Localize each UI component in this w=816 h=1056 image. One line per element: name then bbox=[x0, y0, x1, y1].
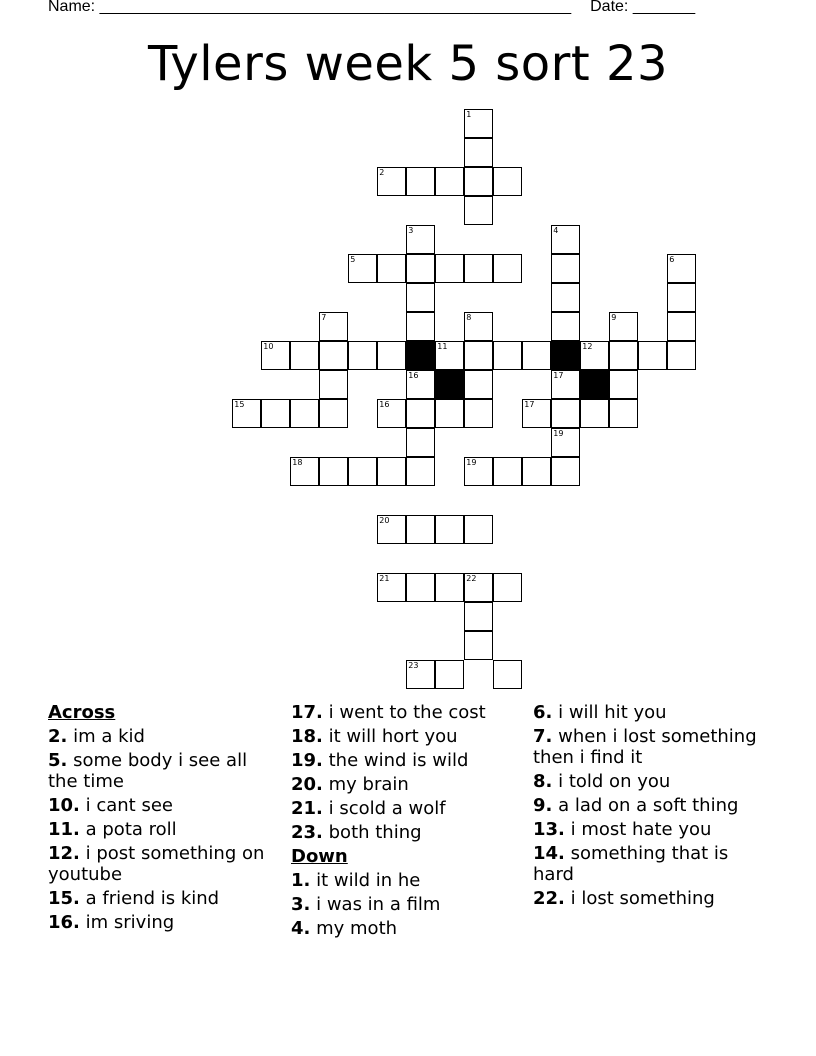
across-heading: Across bbox=[48, 702, 116, 723]
cell-number: 17 bbox=[524, 400, 535, 410]
cell-number: 8 bbox=[466, 313, 472, 323]
grid-cell[interactable] bbox=[551, 399, 580, 428]
grid-cell[interactable] bbox=[290, 341, 319, 370]
cell-number: 22 bbox=[466, 574, 477, 584]
clue-across-21: 21. i scold a wolf bbox=[291, 798, 446, 819]
cell-number: 10 bbox=[263, 342, 274, 352]
cell-number: 7 bbox=[321, 313, 327, 323]
cell-number: 21 bbox=[379, 574, 390, 584]
grid-cell[interactable] bbox=[493, 457, 522, 486]
grid-cell[interactable] bbox=[551, 370, 580, 399]
grid-cell[interactable] bbox=[435, 254, 464, 283]
grid-cell[interactable] bbox=[464, 515, 493, 544]
clue-down-1: 1. it wild in he bbox=[291, 870, 421, 891]
clue-down-4: 4. my moth bbox=[291, 918, 398, 939]
clue-across-12: 12. i post something on youtube bbox=[48, 843, 265, 885]
clue-down-7: 7. when i lost something then i find it bbox=[533, 726, 757, 768]
black-cell bbox=[580, 370, 609, 399]
black-cell bbox=[406, 341, 435, 370]
grid-cell[interactable] bbox=[377, 254, 406, 283]
grid-cell[interactable] bbox=[464, 196, 493, 225]
grid-cell[interactable] bbox=[377, 341, 406, 370]
clue-across-18: 18. it will hort you bbox=[291, 726, 458, 747]
black-cell bbox=[435, 370, 464, 399]
grid-cell[interactable] bbox=[319, 341, 348, 370]
grid-cell[interactable] bbox=[551, 283, 580, 312]
grid-cell[interactable] bbox=[348, 341, 377, 370]
name-date-header bbox=[48, 0, 748, 17]
grid-cell[interactable] bbox=[609, 312, 638, 341]
grid-cell[interactable] bbox=[551, 225, 580, 254]
clues-column-2 bbox=[291, 702, 521, 942]
clue-across-2: 2. im a kid bbox=[48, 726, 145, 747]
grid-cell[interactable] bbox=[377, 399, 406, 428]
cell-number: 19 bbox=[553, 429, 564, 439]
cell-number: 3 bbox=[408, 226, 414, 236]
grid-cell[interactable] bbox=[377, 573, 406, 602]
grid-cell[interactable] bbox=[464, 457, 493, 486]
clue-across-16: 16. im sriving bbox=[48, 912, 175, 933]
grid-cell[interactable] bbox=[435, 167, 464, 196]
grid-cell[interactable] bbox=[551, 312, 580, 341]
cell-number: 1 bbox=[466, 110, 472, 120]
grid-cell[interactable] bbox=[522, 341, 551, 370]
grid-cell[interactable] bbox=[406, 515, 435, 544]
grid-cell[interactable] bbox=[667, 254, 696, 283]
date-line[interactable]: _______ bbox=[632, 0, 696, 15]
clue-down-14: 14. something that is hard bbox=[533, 843, 729, 885]
clue-across-19: 19. the wind is wild bbox=[291, 750, 469, 771]
grid-cell[interactable] bbox=[232, 399, 261, 428]
cell-number: 15 bbox=[234, 400, 245, 410]
clue-across-5: 5. some body i see all the time bbox=[48, 750, 248, 792]
clue-down-13: 13. i most hate you bbox=[533, 819, 712, 840]
grid-cell[interactable] bbox=[377, 515, 406, 544]
name-line[interactable]: _____________________________________________________ bbox=[99, 0, 572, 15]
grid-cell[interactable] bbox=[290, 399, 319, 428]
grid-cell[interactable] bbox=[435, 399, 464, 428]
date-label: Date: bbox=[590, 0, 629, 15]
grid-cell[interactable] bbox=[377, 167, 406, 196]
cell-number: 23 bbox=[408, 661, 419, 671]
grid-cell[interactable] bbox=[406, 399, 435, 428]
grid-cell[interactable] bbox=[261, 399, 290, 428]
grid-cell[interactable] bbox=[609, 399, 638, 428]
grid-cell[interactable] bbox=[580, 399, 609, 428]
grid-cell[interactable] bbox=[261, 341, 290, 370]
clue-down-9: 9. a lad on a soft thing bbox=[533, 795, 739, 816]
clue-across-23: 23. both thing bbox=[291, 822, 422, 843]
grid-cell[interactable] bbox=[609, 370, 638, 399]
grid-cell[interactable] bbox=[580, 341, 609, 370]
cell-number: 17 bbox=[553, 371, 564, 381]
cell-number: 18 bbox=[292, 458, 303, 468]
page-title: Tylers week 5 sort 23 bbox=[147, 36, 669, 92]
grid-cell[interactable] bbox=[464, 109, 493, 138]
grid-cell[interactable] bbox=[667, 283, 696, 312]
grid-cell[interactable] bbox=[464, 370, 493, 399]
grid-cell[interactable] bbox=[406, 457, 435, 486]
clue-down-22: 22. i lost something bbox=[533, 888, 715, 909]
grid-cell[interactable] bbox=[464, 167, 493, 196]
grid-cell[interactable] bbox=[290, 457, 319, 486]
grid-cell[interactable] bbox=[493, 660, 522, 689]
grid-cell[interactable] bbox=[406, 573, 435, 602]
grid-cell[interactable] bbox=[551, 254, 580, 283]
clue-across-11: 11. a pota roll bbox=[48, 819, 177, 840]
grid-cell[interactable] bbox=[493, 573, 522, 602]
grid-cell[interactable] bbox=[464, 602, 493, 631]
cell-number: 5 bbox=[350, 255, 356, 265]
grid-cell[interactable] bbox=[464, 254, 493, 283]
grid-cell[interactable] bbox=[464, 631, 493, 660]
grid-cell[interactable] bbox=[667, 312, 696, 341]
grid-cell[interactable] bbox=[406, 283, 435, 312]
grid-cell[interactable] bbox=[638, 341, 667, 370]
grid-cell[interactable] bbox=[551, 428, 580, 457]
clue-down-3: 3. i was in a film bbox=[291, 894, 441, 915]
cell-number: 12 bbox=[582, 342, 593, 352]
grid-cell[interactable] bbox=[319, 457, 348, 486]
cell-number: 2 bbox=[379, 168, 385, 178]
grid-cell[interactable] bbox=[319, 312, 348, 341]
grid-cell[interactable] bbox=[493, 341, 522, 370]
cell-number: 16 bbox=[408, 371, 419, 381]
cell-number: 6 bbox=[669, 255, 675, 265]
grid-cell[interactable] bbox=[435, 660, 464, 689]
clue-across-15: 15. a friend is kind bbox=[48, 888, 220, 909]
grid-cell[interactable] bbox=[435, 515, 464, 544]
grid-cell[interactable] bbox=[464, 312, 493, 341]
down-heading: Down bbox=[291, 846, 348, 867]
cell-number: 19 bbox=[466, 458, 477, 468]
grid-cell[interactable] bbox=[319, 370, 348, 399]
grid-cell[interactable] bbox=[551, 457, 580, 486]
cell-number: 20 bbox=[379, 516, 390, 526]
clue-across-20: 20. my brain bbox=[291, 774, 409, 795]
clues-column-3 bbox=[533, 702, 773, 912]
grid-cell[interactable] bbox=[348, 457, 377, 486]
grid-cell[interactable] bbox=[609, 341, 638, 370]
clue-across-17: 17. i went to the cost bbox=[291, 702, 486, 723]
clue-across-10: 10. i cant see bbox=[48, 795, 173, 816]
grid-cell[interactable] bbox=[406, 167, 435, 196]
grid-cell[interactable] bbox=[435, 573, 464, 602]
grid-cell[interactable] bbox=[464, 399, 493, 428]
black-cell bbox=[551, 341, 580, 370]
clue-down-8: 8. i told on you bbox=[533, 771, 671, 792]
grid-cell[interactable] bbox=[464, 341, 493, 370]
grid-cell[interactable] bbox=[406, 428, 435, 457]
cell-number: 16 bbox=[379, 400, 390, 410]
grid-cell[interactable] bbox=[406, 370, 435, 399]
grid-cell[interactable] bbox=[377, 457, 406, 486]
grid-cell[interactable] bbox=[522, 457, 551, 486]
clue-down-6: 6. i will hit you bbox=[533, 702, 667, 723]
cell-number: 11 bbox=[437, 342, 448, 352]
grid-cell[interactable] bbox=[348, 254, 377, 283]
grid-cell[interactable] bbox=[667, 341, 696, 370]
cell-number: 4 bbox=[553, 226, 559, 236]
grid-cell[interactable] bbox=[406, 660, 435, 689]
grid-cell[interactable] bbox=[464, 573, 493, 602]
grid-cell[interactable] bbox=[493, 254, 522, 283]
grid-cell[interactable] bbox=[522, 399, 551, 428]
grid-cell[interactable] bbox=[406, 312, 435, 341]
grid-cell[interactable] bbox=[406, 254, 435, 283]
clues-column-1 bbox=[48, 702, 276, 936]
name-label: Name: bbox=[48, 0, 96, 15]
grid-cell[interactable] bbox=[493, 167, 522, 196]
grid-cell[interactable] bbox=[319, 399, 348, 428]
grid-cell[interactable] bbox=[435, 341, 464, 370]
cell-number: 9 bbox=[611, 313, 617, 323]
grid-cell[interactable] bbox=[406, 225, 435, 254]
grid-cell[interactable] bbox=[464, 138, 493, 167]
